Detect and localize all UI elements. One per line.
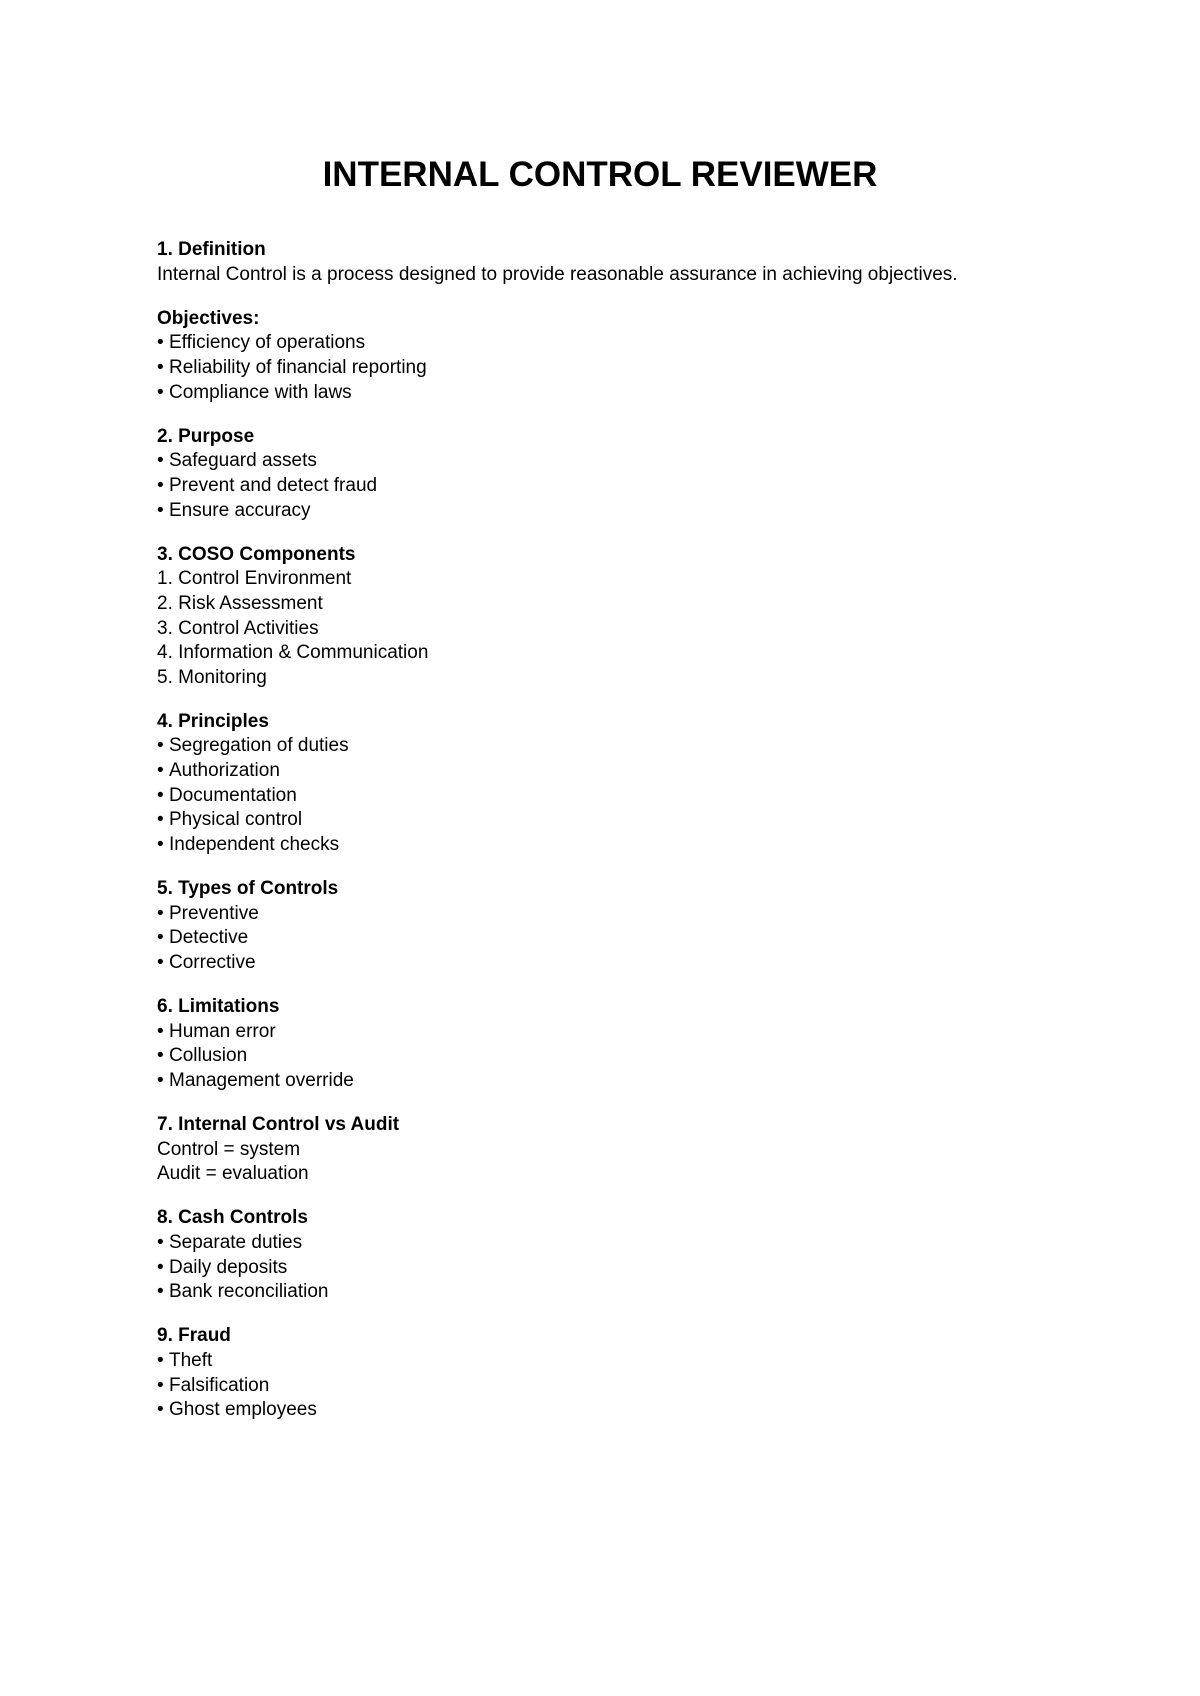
bullet-text: Compliance with laws xyxy=(169,381,352,403)
section xyxy=(157,543,1137,691)
bullet-icon: • xyxy=(157,1399,164,1421)
text-line: 1. Control Environment xyxy=(157,568,352,590)
text-line: 3. Control Activities xyxy=(157,617,319,639)
bullet-icon: • xyxy=(157,902,164,924)
bullet-text: Safeguard assets xyxy=(169,450,317,472)
text-line: Internal Control is a process designed to provide reasonable assurance in achieving objectives. xyxy=(157,263,958,285)
bullet-text: Bank reconciliation xyxy=(169,1281,329,1303)
bullet-icon: • xyxy=(157,927,164,949)
bullet-icon: • xyxy=(157,1231,164,1253)
bullet-item xyxy=(157,499,1137,524)
bullet-icon: • xyxy=(157,1281,164,1303)
bullet-item xyxy=(157,808,1137,833)
bullet-icon: • xyxy=(157,951,164,973)
bullet-icon: • xyxy=(157,809,164,831)
bullet-text: Documentation xyxy=(169,784,297,806)
section xyxy=(157,995,1137,1093)
bullet-text: Management override xyxy=(169,1069,354,1091)
bullet-icon: • xyxy=(157,1374,164,1396)
bullet-text: Detective xyxy=(169,927,249,949)
bullet-icon: • xyxy=(157,735,164,757)
bullet-item xyxy=(157,331,1137,356)
section xyxy=(157,1324,1137,1422)
section-heading: Objectives: xyxy=(157,307,260,329)
bullet-icon: • xyxy=(157,474,164,496)
bullet-item xyxy=(157,1280,1137,1305)
section xyxy=(157,238,1137,287)
section-heading: 7. Internal Control vs Audit xyxy=(157,1113,400,1135)
bullet-icon: • xyxy=(157,1349,164,1371)
bullet-item xyxy=(157,759,1137,784)
bullet-icon: • xyxy=(157,760,164,782)
bullet-item xyxy=(157,1398,1137,1423)
section xyxy=(157,1206,1137,1304)
bullet-icon: • xyxy=(157,1020,164,1042)
document-body xyxy=(157,238,1137,1442)
section xyxy=(157,710,1137,858)
bullet-item xyxy=(157,784,1137,809)
bullet-text: Prevent and detect fraud xyxy=(169,474,378,496)
section xyxy=(157,307,1137,405)
bullet-text: Preventive xyxy=(169,902,259,924)
bullet-icon: • xyxy=(157,1045,164,1067)
bullet-icon: • xyxy=(157,332,164,354)
bullet-icon: • xyxy=(157,356,164,378)
bullet-item xyxy=(157,1020,1137,1045)
bullet-text: Reliability of financial reporting xyxy=(169,356,427,378)
bullet-text: Corrective xyxy=(169,951,256,973)
bullet-item xyxy=(157,1069,1137,1094)
bullet-text: Physical control xyxy=(169,809,303,831)
bullet-icon: • xyxy=(157,450,164,472)
bullet-item xyxy=(157,902,1137,927)
bullet-item xyxy=(157,1231,1137,1256)
section-heading: 8. Cash Controls xyxy=(157,1207,308,1229)
section-heading: 5. Types of Controls xyxy=(157,878,339,900)
section-heading: 1. Definition xyxy=(157,239,266,260)
text-line: 4. Information & Communication xyxy=(157,642,429,664)
bullet-text: Authorization xyxy=(169,760,280,782)
bullet-icon: • xyxy=(157,833,164,855)
text-line: Control = system xyxy=(157,1138,301,1160)
bullet-item xyxy=(157,474,1137,499)
text-line: 2. Risk Assessment xyxy=(157,592,323,614)
bullet-icon: • xyxy=(157,1069,164,1091)
bullet-item xyxy=(157,734,1137,759)
section xyxy=(157,425,1137,523)
section-heading: 6. Limitations xyxy=(157,996,280,1017)
bullet-text: Independent checks xyxy=(169,833,340,855)
text-line: 5. Monitoring xyxy=(157,666,267,688)
bullet-item xyxy=(157,449,1137,474)
section-heading: 9. Fraud xyxy=(157,1325,231,1347)
page-title: INTERNAL CONTROL REVIEWER xyxy=(322,155,878,194)
bullet-icon: • xyxy=(157,1256,164,1278)
bullet-text: Theft xyxy=(169,1349,213,1371)
bullet-item xyxy=(157,1374,1137,1399)
bullet-text: Ensure accuracy xyxy=(169,499,311,521)
bullet-item xyxy=(157,381,1137,406)
bullet-text: Collusion xyxy=(169,1045,248,1067)
section-heading: 2. Purpose xyxy=(157,425,255,447)
bullet-item xyxy=(157,926,1137,951)
section xyxy=(157,1113,1137,1187)
bullet-icon: • xyxy=(157,381,164,403)
bullet-text: Efficiency of operations xyxy=(169,332,366,354)
bullet-item xyxy=(157,1044,1137,1069)
bullet-text: Human error xyxy=(169,1020,276,1042)
bullet-item xyxy=(157,356,1137,381)
bullet-item xyxy=(157,1349,1137,1374)
text-line: Audit = evaluation xyxy=(157,1163,309,1185)
bullet-item xyxy=(157,833,1137,858)
bullet-item xyxy=(157,951,1137,976)
section-heading: 3. COSO Components xyxy=(157,543,356,565)
bullet-text: Separate duties xyxy=(169,1231,303,1253)
bullet-icon: • xyxy=(157,499,164,521)
bullet-text: Segregation of duties xyxy=(169,735,349,757)
section xyxy=(157,877,1137,975)
bullet-text: Daily deposits xyxy=(169,1256,288,1278)
bullet-text: Ghost employees xyxy=(169,1399,317,1421)
bullet-icon: • xyxy=(157,784,164,806)
section-heading: 4. Principles xyxy=(157,710,269,732)
bullet-text: Falsification xyxy=(169,1374,270,1396)
bullet-item xyxy=(157,1256,1137,1281)
